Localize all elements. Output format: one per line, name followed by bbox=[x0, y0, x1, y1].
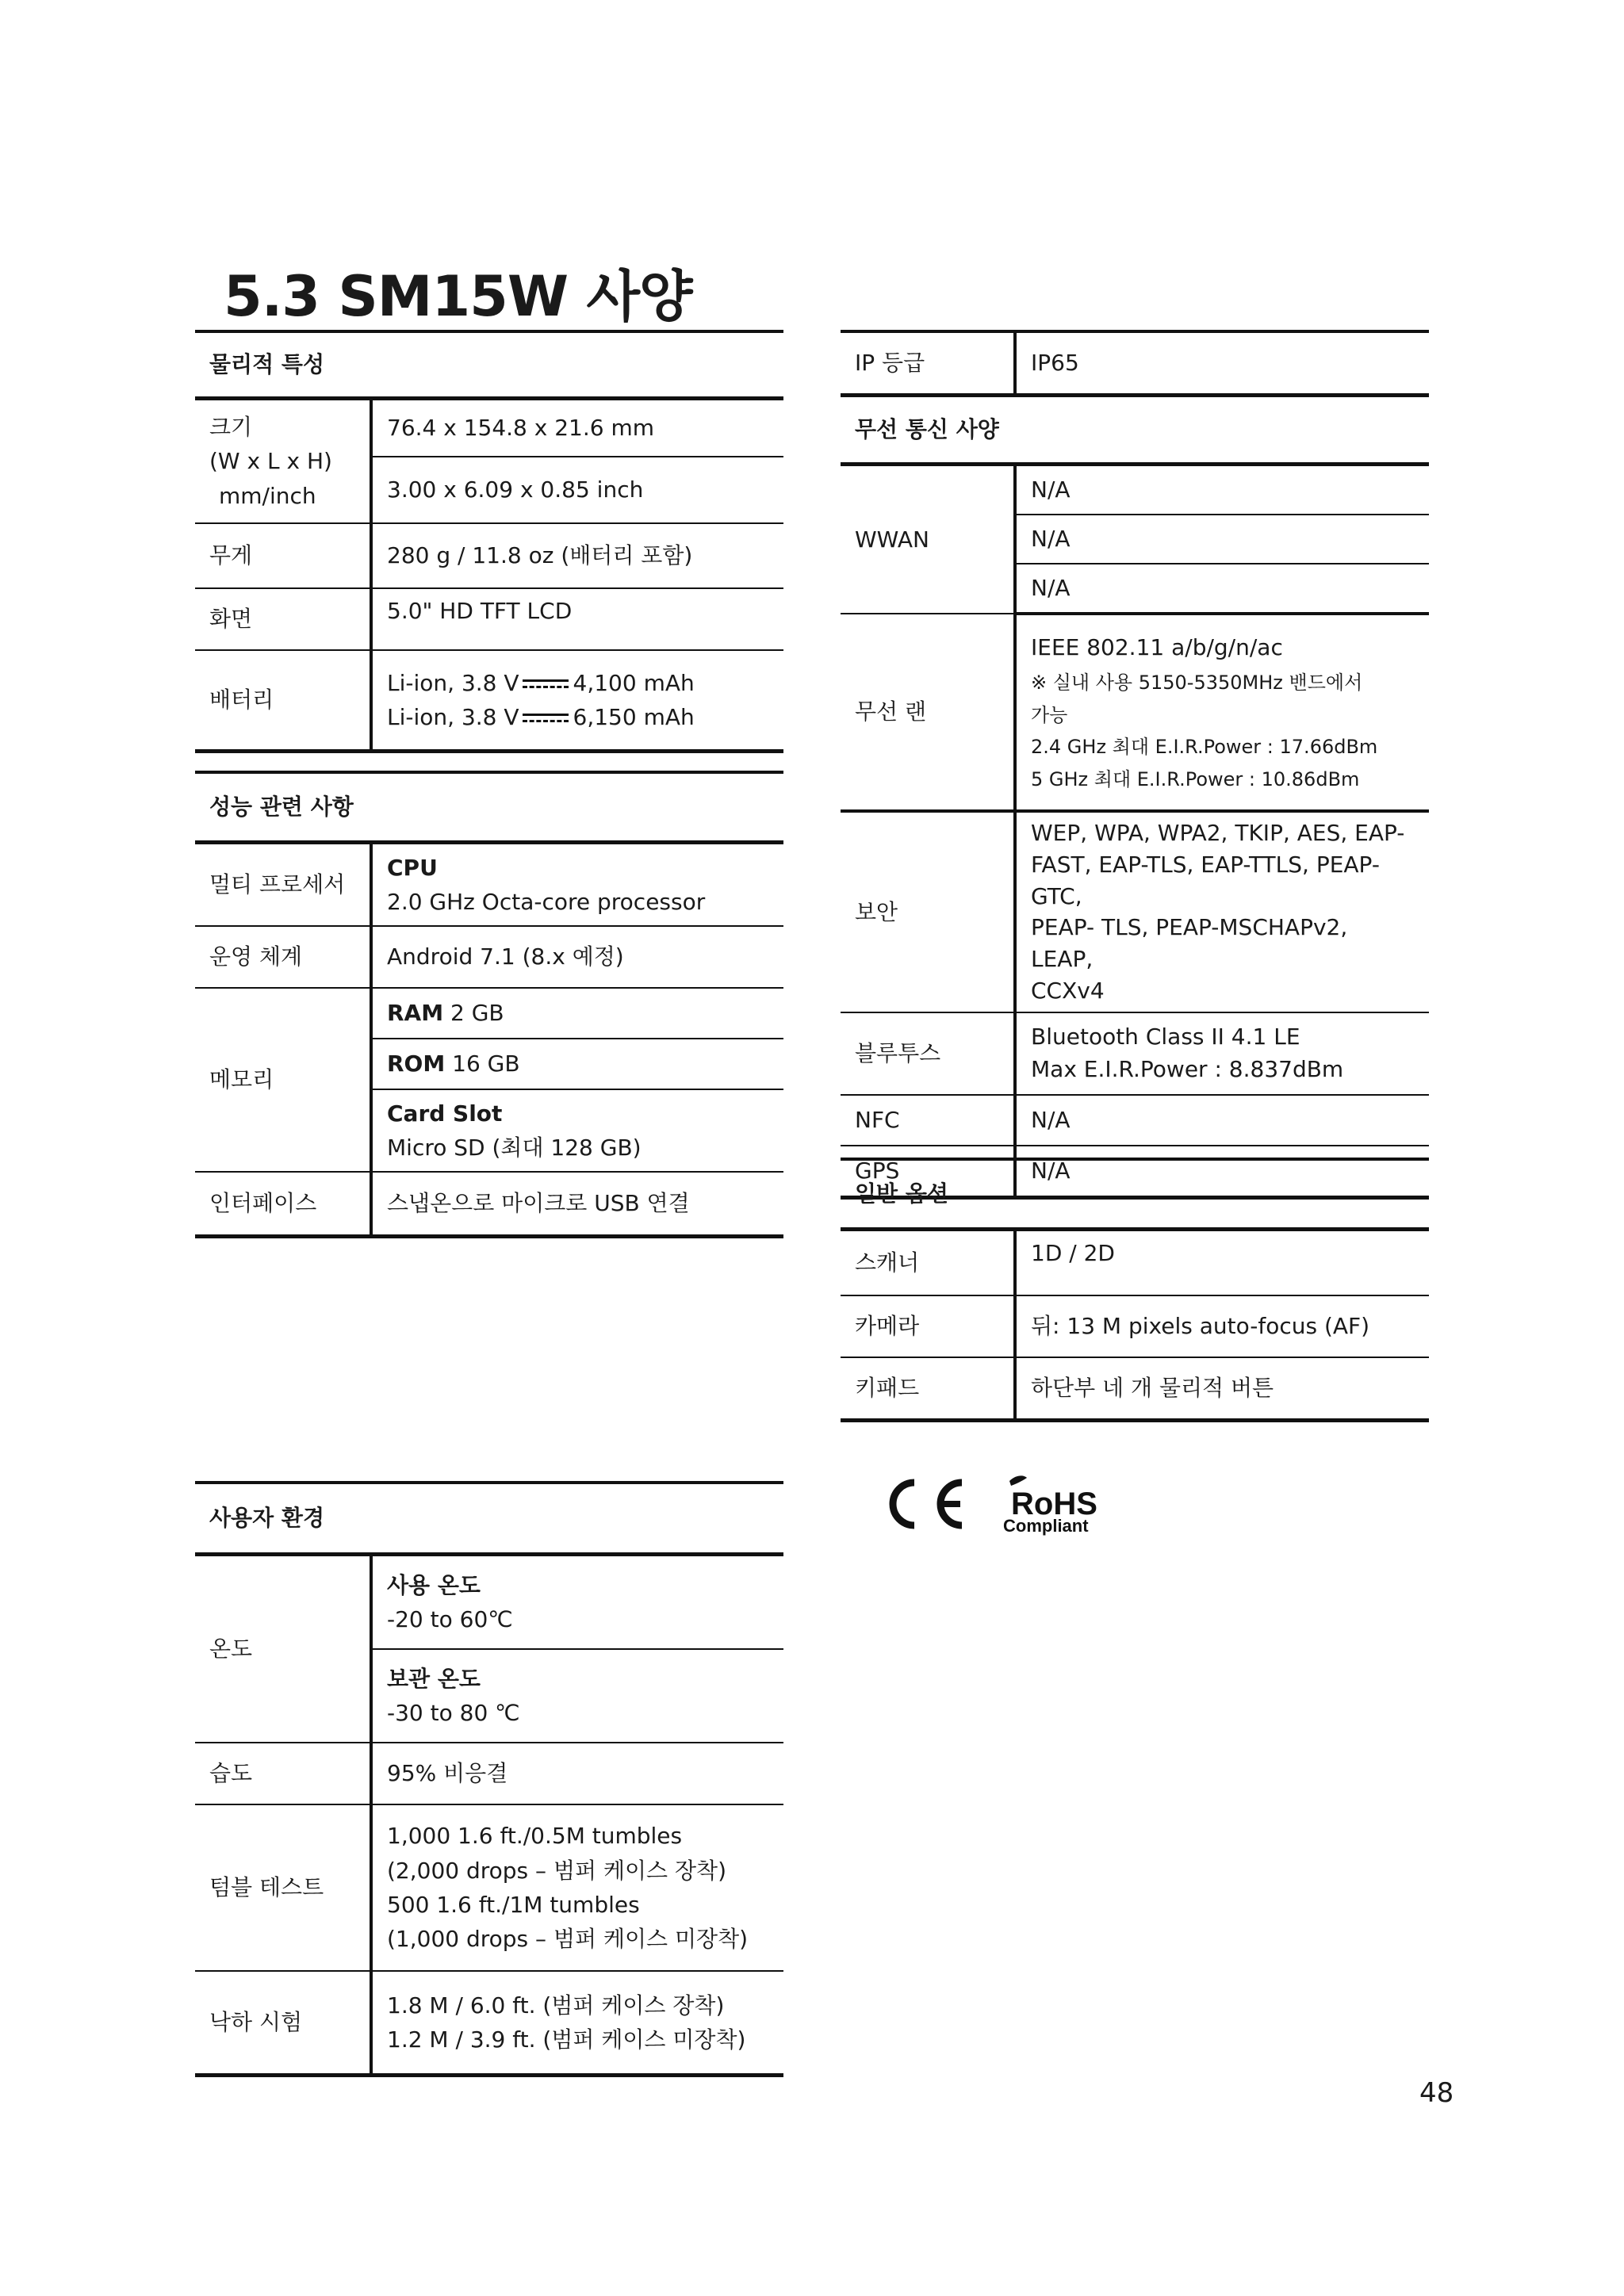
physical-specs-table bbox=[195, 330, 783, 753]
camera-value: 뒤: 13 M pixels auto-focus (AF) bbox=[1015, 1295, 1429, 1357]
display-value: 5.0" HD TFT LCD bbox=[371, 588, 783, 650]
camera-row bbox=[841, 1295, 1429, 1357]
weight-row bbox=[195, 523, 783, 588]
display-row bbox=[195, 588, 783, 650]
wwan-value-2: N/A bbox=[1015, 515, 1429, 564]
weight-value: 280 g / 11.8 oz (배터리 포함) bbox=[371, 523, 783, 588]
environment-specs-table bbox=[195, 1481, 783, 2077]
memory-label: 메모리 bbox=[195, 988, 371, 1172]
weight-label: 무게 bbox=[195, 523, 371, 588]
size-inch: 3.00 x 6.09 x 0.85 inch bbox=[371, 457, 783, 523]
wwan-value-3: N/A bbox=[1015, 564, 1429, 614]
wlan-value: IEEE 802.11 a/b/g/n/ac ※ 실내 사용 5150-5350MHz 밴드에서 가능 2.4 GHz 최대 E.I.R.Power : 17.66dBm 5 GHz 최대 E.I.R.Power : 10.86dBm bbox=[1015, 614, 1429, 811]
size-label: 크기 (W x L x H) mm/inch bbox=[195, 399, 371, 524]
wlan-label: 무선 랜 bbox=[841, 614, 1015, 811]
rom-value: ROM 16 GB bbox=[371, 1039, 783, 1089]
nfc-value: N/A bbox=[1015, 1095, 1429, 1146]
bluetooth-value: Bluetooth Class II 4.1 LE Max E.I.R.Power : 8.837dBm bbox=[1015, 1012, 1429, 1095]
rohs-compliant-text: Compliant bbox=[1003, 1516, 1089, 1536]
battery-label: 배터리 bbox=[195, 650, 371, 752]
nfc-label: NFC bbox=[841, 1095, 1015, 1146]
security-value: WEP, WPA, WPA2, TKIP, AES, EAP- FAST, EAP-TLS, EAP-TTLS, PEAP-GTC, PEAP- TLS, PEAP-MSCHAPv2, LEAP, CCXv4 bbox=[1015, 811, 1429, 1012]
options-header: 일반 옵션 bbox=[841, 1159, 1429, 1230]
os-label: 운영 체계 bbox=[195, 926, 371, 988]
humidity-row bbox=[195, 1743, 783, 1804]
keypad-value: 하단부 네 개 물리적 버튼 bbox=[1015, 1357, 1429, 1421]
rohs-logo-text: RoHS bbox=[1011, 1487, 1097, 1521]
section-header-row bbox=[195, 331, 783, 399]
tumble-value: 1,000 1.6 ft./0.5M tumbles (2,000 drops – 범퍼 케이스 장착) 500 1.6 ft./1M tumbles (1,000 drops – 범퍼 케이스 미장착) bbox=[371, 1804, 783, 1971]
ip-label: IP 등급 bbox=[841, 331, 1015, 396]
interface-row bbox=[195, 1172, 783, 1237]
os-value: Android 7.1 (8.x 예정) bbox=[371, 926, 783, 988]
cpu-value: CPU 2.0 GHz Octa-core processor bbox=[371, 843, 783, 927]
operating-temperature: 사용 온도 -20 to 60℃ bbox=[371, 1555, 783, 1650]
interface-label: 인터페이스 bbox=[195, 1172, 371, 1237]
bluetooth-row bbox=[841, 1012, 1429, 1095]
keypad-row bbox=[841, 1357, 1429, 1421]
tumble-row bbox=[195, 1804, 783, 1971]
options-specs-table bbox=[841, 1158, 1429, 1422]
gps-value: N/A bbox=[1015, 1146, 1429, 1198]
battery-value: Li-ion, 3.8 V 4,100 mAh Li-ion, 3.8 V 6,150 mAh bbox=[371, 650, 783, 752]
cpu-row bbox=[195, 843, 783, 927]
performance-specs-table bbox=[195, 771, 783, 1238]
camera-label: 카메라 bbox=[841, 1295, 1015, 1357]
size-row bbox=[195, 399, 783, 457]
temperature-row bbox=[195, 1555, 783, 1650]
physical-header: 물리적 특성 bbox=[195, 331, 783, 399]
ip-value: IP65 bbox=[1015, 331, 1429, 396]
storage-temperature: 보관 온도 -30 to 80 ℃ bbox=[371, 1649, 783, 1743]
page-number: 48 bbox=[1419, 2077, 1454, 2109]
memory-row bbox=[195, 988, 783, 1039]
display-label: 화면 bbox=[195, 588, 371, 650]
humidity-value: 95% 비응결 bbox=[371, 1743, 783, 1804]
scanner-row bbox=[841, 1230, 1429, 1296]
performance-header: 성능 관련 사항 bbox=[195, 772, 783, 843]
drop-value: 1.8 M / 6.0 ft. (범퍼 케이스 장착) 1.2 M / 3.9 ft. (범퍼 케이스 미장착) bbox=[371, 1971, 783, 2076]
security-label: 보안 bbox=[841, 811, 1015, 1012]
wwan-label: WWAN bbox=[841, 465, 1015, 614]
scanner-label: 스캐너 bbox=[841, 1230, 1015, 1296]
dc-voltage-icon bbox=[523, 712, 569, 725]
ram-value: RAM 2 GB bbox=[371, 988, 783, 1039]
cpu-label: 멀티 프로세서 bbox=[195, 843, 371, 927]
keypad-label: 키패드 bbox=[841, 1357, 1015, 1421]
page-title: 5.3 SM15W 사양 bbox=[224, 264, 692, 329]
environment-header: 사용자 환경 bbox=[195, 1483, 783, 1555]
card-slot-value: Card Slot Micro SD (최대 128 GB) bbox=[371, 1089, 783, 1172]
interface-value: 스냅온으로 마이크로 USB 연결 bbox=[371, 1172, 783, 1237]
size-mm: 76.4 x 154.8 x 21.6 mm bbox=[371, 399, 783, 457]
battery-row bbox=[195, 650, 783, 752]
wireless-specs-table bbox=[841, 330, 1429, 1200]
temperature-label: 온도 bbox=[195, 1555, 371, 1743]
drop-label: 낙하 시험 bbox=[195, 1971, 371, 2076]
wwan-row bbox=[841, 465, 1429, 515]
tumble-label: 텀블 테스트 bbox=[195, 1804, 371, 1971]
gps-label: GPS bbox=[841, 1146, 1015, 1198]
ce-mark-icon bbox=[876, 1473, 1130, 1536]
bluetooth-label: 블루투스 bbox=[841, 1012, 1015, 1095]
certification-logos bbox=[876, 1473, 1130, 1536]
wireless-header: 무선 통신 사양 bbox=[841, 396, 1429, 465]
os-row bbox=[195, 926, 783, 988]
drop-row bbox=[195, 1971, 783, 2076]
nfc-row bbox=[841, 1095, 1429, 1146]
leaf-icon bbox=[1009, 1475, 1027, 1486]
ip-row bbox=[841, 331, 1429, 396]
scanner-value: 1D / 2D bbox=[1015, 1230, 1429, 1296]
security-row bbox=[841, 811, 1429, 1012]
wwan-value-1: N/A bbox=[1015, 465, 1429, 515]
dc-voltage-icon bbox=[523, 678, 569, 691]
humidity-label: 습도 bbox=[195, 1743, 371, 1804]
wlan-row bbox=[841, 614, 1429, 811]
